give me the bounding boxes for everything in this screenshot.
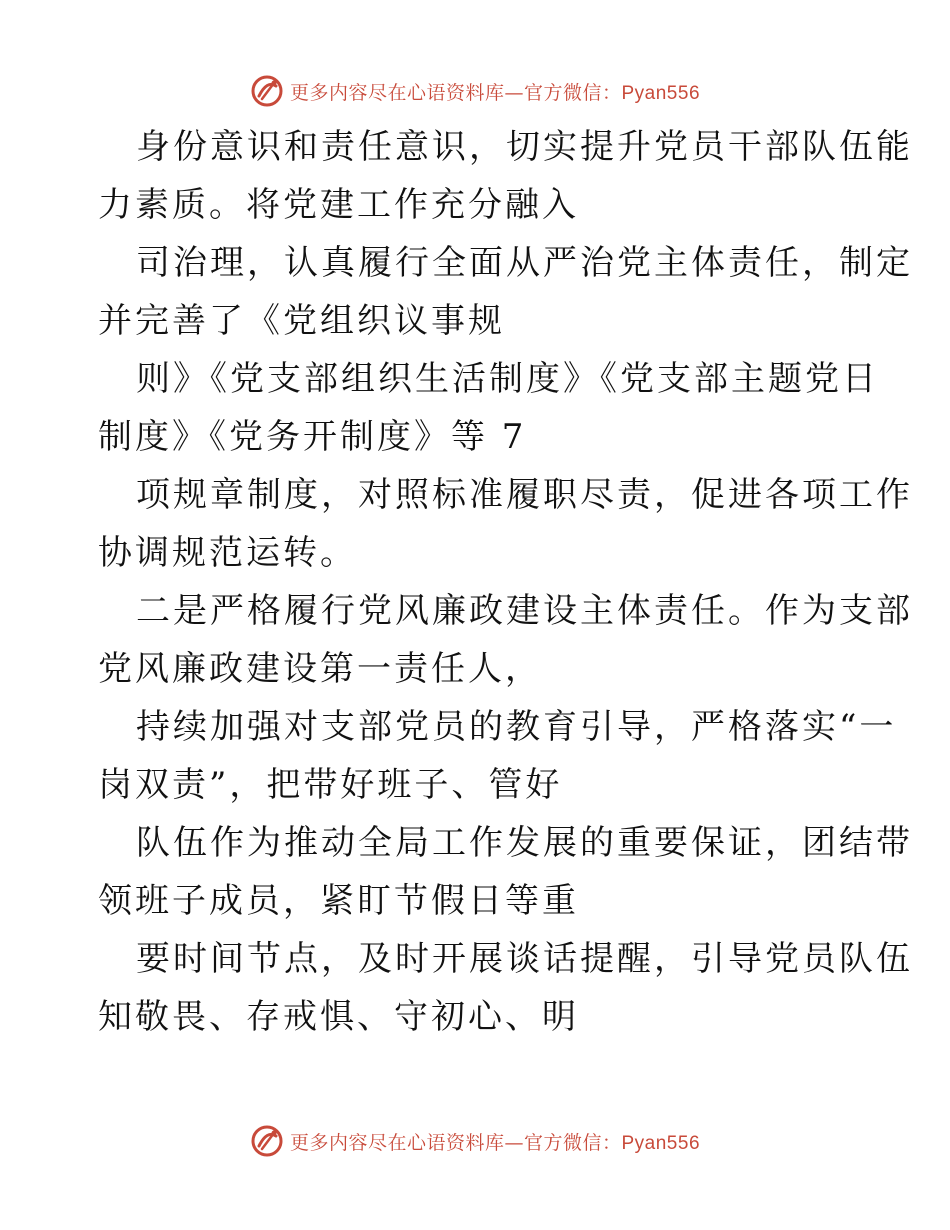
footer-banner bbox=[0, 1121, 950, 1161]
footer-wechat-id: Pyan556 bbox=[621, 1132, 701, 1154]
text-line: 项规章制度，对照标准履职尽责，促进各项工作 bbox=[136, 475, 913, 515]
text-line: 领班子成员，紧盯节假日等重 bbox=[98, 881, 579, 921]
text-line: 则》《党支部组织生活制度》《党支部主题党日 bbox=[136, 359, 879, 399]
text-line: 协调规范运转。 bbox=[98, 533, 357, 573]
text-line: 力素质。将党建工作充分融入 bbox=[98, 185, 579, 225]
text-line: 要时间节点，及时开展谈话提醒，引导党员队伍 bbox=[136, 939, 913, 979]
header-banner bbox=[0, 71, 950, 111]
text-line: 身份意识和责任意识，切实提升党员干部队伍能 bbox=[136, 127, 913, 167]
header-banner-label: 更多内容尽在心语资料库—官方微信： bbox=[289, 81, 622, 104]
text-line: 知敬畏、存戒惧、守初心、明 bbox=[98, 997, 579, 1037]
text-line: 岗双责”，把带好班子、管好 bbox=[98, 765, 563, 805]
text-line: 司治理，认真履行全面从严治党主体责任，制定 bbox=[136, 243, 913, 283]
text-line: 持续加强对支部党员的教育引导，严格落实“一 bbox=[136, 707, 897, 747]
text-line: 队伍作为推动全局工作发展的重要保证，团结带 bbox=[136, 823, 913, 863]
footer-banner-label: 更多内容尽在心语资料库—官方微信： bbox=[289, 1131, 622, 1154]
red-seal-logo-icon bbox=[250, 74, 284, 108]
header-banner-text bbox=[290, 78, 700, 105]
red-seal-logo-icon bbox=[250, 1124, 284, 1158]
text-line: 制度》《党务开制度》等 7 bbox=[98, 417, 527, 457]
document-body bbox=[98, 118, 913, 1046]
text-line: 并完善了《党组织议事规 bbox=[98, 301, 505, 341]
header-wechat-id: Pyan556 bbox=[621, 82, 701, 104]
text-line: 二是严格履行党风廉政建设主体责任。作为支部 bbox=[136, 591, 913, 631]
text-line: 党风廉政建设第一责任人， bbox=[98, 649, 542, 689]
footer-banner-text bbox=[290, 1128, 700, 1155]
